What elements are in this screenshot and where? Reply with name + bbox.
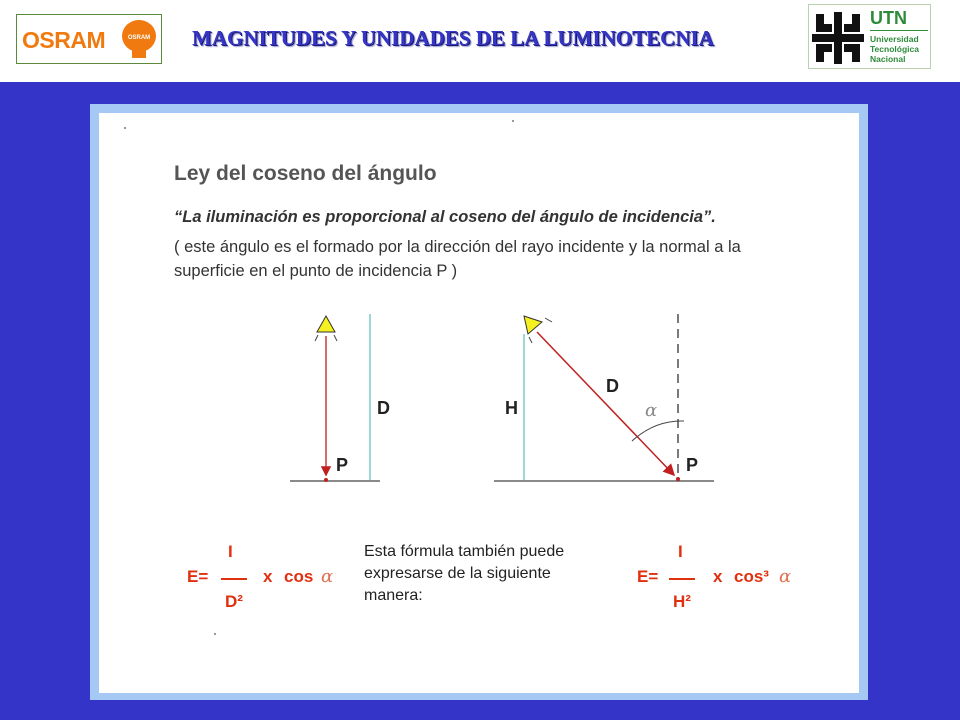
law-description: ( este ángulo es el formado por la dirección del rayo incidente y la normal a la superficie en el punto de incidencia P ) [174, 238, 741, 280]
formula-right-lhs: E= [637, 567, 659, 586]
label-distance-left: D [377, 398, 390, 418]
formula-right-numerator: I [678, 542, 683, 561]
alternative-formula-text: Esta fórmula también puede expresarse de la siguiente manera: [364, 543, 565, 604]
formula-left-function: cos [284, 567, 314, 586]
label-distance-right: D [606, 376, 619, 396]
formula-left-fraction-bar [221, 578, 247, 580]
formula-left-operator: x [263, 567, 273, 586]
incidence-point-left [324, 478, 328, 482]
lamp-ray-tick [529, 337, 532, 343]
angle-arc [632, 421, 684, 441]
utn-name-line3: Nacional [870, 54, 906, 64]
formula-right-angle: α [779, 566, 792, 587]
lamp-ray-tick [334, 335, 337, 341]
formula-left-angle: α [321, 566, 334, 587]
utn-acronym: UTN [870, 8, 907, 28]
right-diagram [494, 314, 714, 481]
formula-left-numerator: I [228, 542, 233, 561]
utn-name-line1: Universidad [870, 34, 919, 44]
page-title: MAGNITUDES Y UNIDADES DE LA LUMINOTECNIA [192, 26, 714, 50]
left-diagram [290, 314, 380, 482]
utn-name-line2: Tecnológica [870, 44, 919, 54]
osram-logo-text: OSRAM [22, 27, 106, 53]
label-angle: α [645, 400, 658, 421]
formula-left-denominator: D² [225, 592, 243, 611]
lamp-ray-tick [545, 318, 552, 322]
incidence-point-right [676, 477, 680, 481]
label-height: H [505, 398, 518, 418]
formula-left-lhs: E= [187, 567, 209, 586]
formula-right-fraction-bar [669, 578, 695, 580]
formula-right-function: cos³ [734, 567, 769, 586]
osram-bulb-text: OSRAM [127, 35, 151, 41]
label-point-left: P [336, 455, 349, 475]
lamp-ray-tick [315, 335, 318, 341]
label-point-right: P [686, 455, 699, 475]
formula-right-denominator: H² [673, 592, 691, 611]
law-quote: “La iluminación es proporcional al coseno del ángulo de incidencia”. [174, 208, 716, 226]
lamp-icon-left [317, 316, 335, 332]
section-title: Ley del coseno del ángulo [174, 162, 437, 185]
formula-right-operator: x [713, 567, 723, 586]
lamp-icon-right [524, 316, 542, 334]
